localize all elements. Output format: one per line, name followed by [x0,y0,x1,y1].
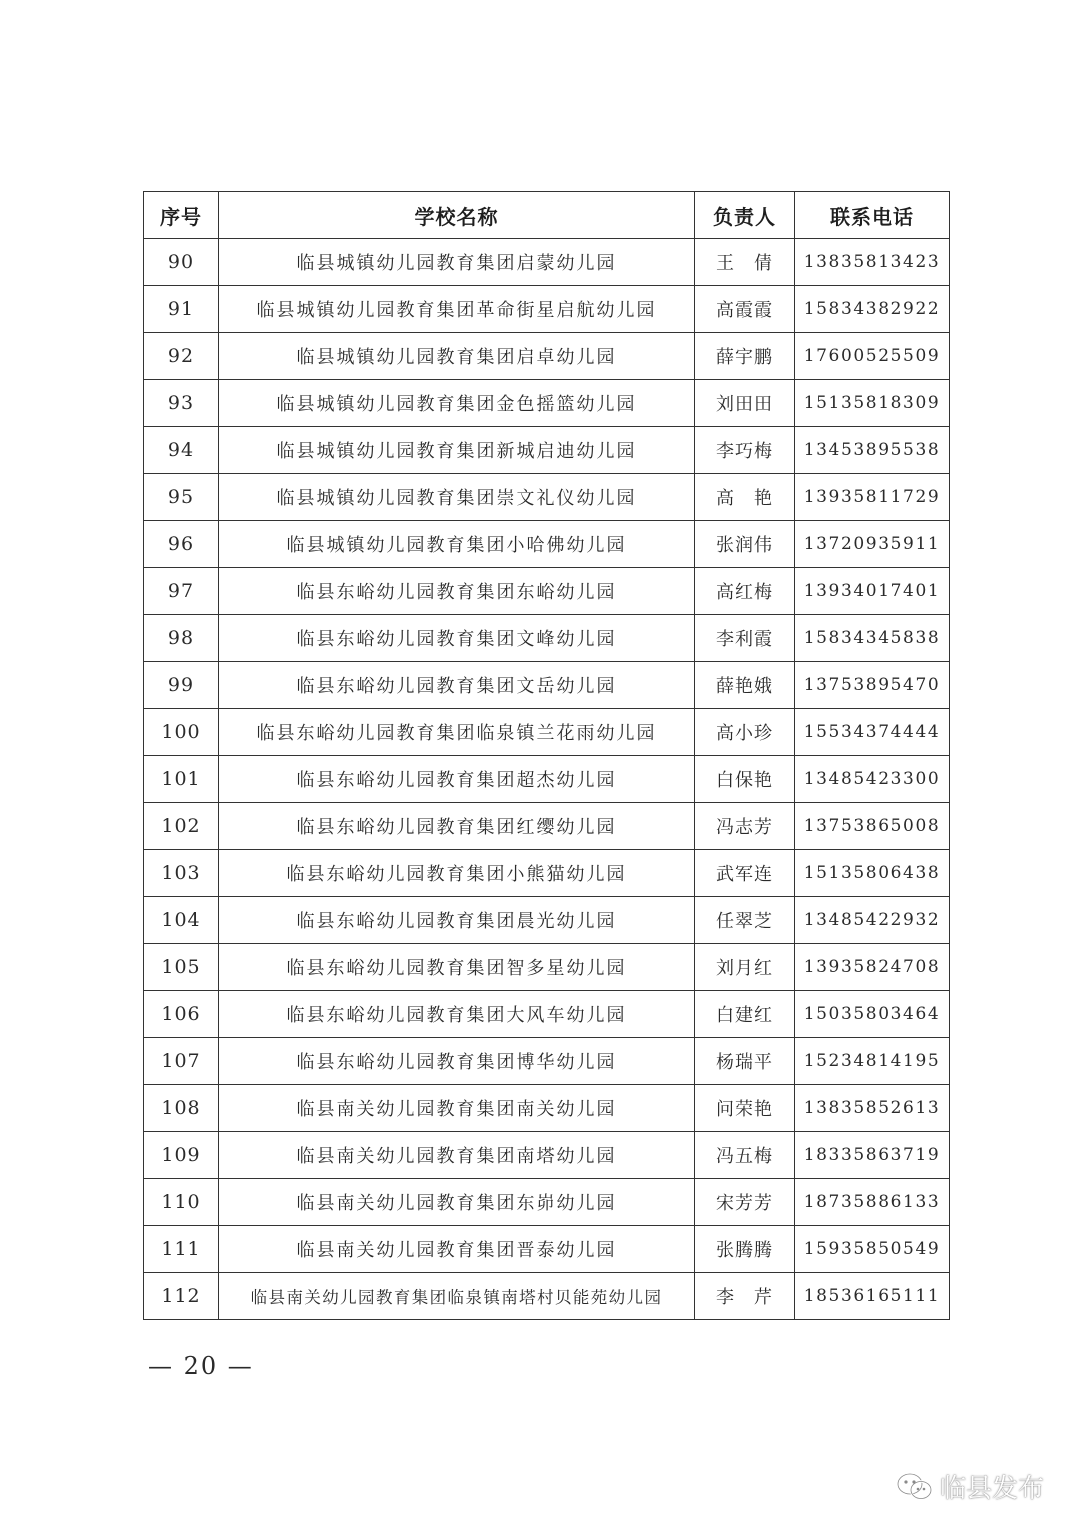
contact-phone: 15035803464 [795,991,950,1038]
table-row [144,709,950,756]
table-row [144,1226,950,1273]
school-name: 临县城镇幼儿园教育集团小哈佛幼儿园 [219,521,695,568]
table-row [144,662,950,709]
header-school-name: 学校名称 [219,192,695,239]
person-in-charge: 杨瑞平 [695,1038,795,1085]
person-in-charge: 武军连 [695,850,795,897]
contact-phone: 15135818309 [795,380,950,427]
table-row [144,756,950,803]
table-row [144,1273,950,1320]
row-number: 99 [144,662,219,709]
table-row [144,1179,950,1226]
school-name: 临县东峪幼儿园教育集团超杰幼儿园 [219,756,695,803]
person-in-charge: 李巧梅 [695,427,795,474]
person-in-charge: 薛艳娥 [695,662,795,709]
row-number: 107 [144,1038,219,1085]
contact-phone: 17600525509 [795,333,950,380]
table-row [144,1085,950,1132]
person-in-charge: 刘月红 [695,944,795,991]
person-in-charge: 白保艳 [695,756,795,803]
school-name: 临县城镇幼儿园教育集团革命街星启航幼儿园 [219,286,695,333]
row-number: 97 [144,568,219,615]
table-row [144,568,950,615]
person-in-charge: 高霞霞 [695,286,795,333]
table-row [144,427,950,474]
person-in-charge: 李 芹 [695,1273,795,1320]
school-name: 临县东峪幼儿园教育集团红缨幼儿园 [219,803,695,850]
row-number: 111 [144,1226,219,1273]
table-row [144,1038,950,1085]
contact-phone: 13453895538 [795,427,950,474]
table-row [144,1132,950,1179]
contact-phone: 15834382922 [795,286,950,333]
row-number: 104 [144,897,219,944]
school-name: 临县南关幼儿园教育集团东峁幼儿园 [219,1179,695,1226]
contact-phone: 13835852613 [795,1085,950,1132]
page-number: — 20 — [148,1352,254,1380]
row-number: 98 [144,615,219,662]
school-name: 临县东峪幼儿园教育集团文岳幼儿园 [219,662,695,709]
person-in-charge: 冯五梅 [695,1132,795,1179]
person-in-charge: 张腾腾 [695,1226,795,1273]
table-body [144,239,950,1320]
row-number: 102 [144,803,219,850]
table-row [144,239,950,286]
table-row [144,333,950,380]
watermark-text: 临县发布 [940,1474,1045,1504]
school-name: 临县南关幼儿园教育集团临泉镇南塔村贝能苑幼儿园 [219,1273,695,1320]
contact-phone: 13935824708 [795,944,950,991]
contact-phone: 13485423300 [795,756,950,803]
contact-phone: 13485422932 [795,897,950,944]
table-header-row [144,192,950,239]
school-name: 临县城镇幼儿园教育集团启蒙幼儿园 [219,239,695,286]
table-row [144,803,950,850]
school-name: 临县东峪幼儿园教育集团文峰幼儿园 [219,615,695,662]
contact-phone: 18536165111 [795,1273,950,1320]
contact-phone: 15534374444 [795,709,950,756]
row-number: 112 [144,1273,219,1320]
school-name: 临县城镇幼儿园教育集团启卓幼儿园 [219,333,695,380]
person-in-charge: 高 艳 [695,474,795,521]
contact-phone: 13935811729 [795,474,950,521]
table-row [144,991,950,1038]
row-number: 110 [144,1179,219,1226]
person-in-charge: 薛宇鹏 [695,333,795,380]
school-name: 临县东峪幼儿园教育集团智多星幼儿园 [219,944,695,991]
person-in-charge: 问荣艳 [695,1085,795,1132]
contact-phone: 13835813423 [795,239,950,286]
table-row [144,521,950,568]
watermark [896,1468,1044,1505]
row-number: 96 [144,521,219,568]
school-name: 临县城镇幼儿园教育集团新城启迪幼儿园 [219,427,695,474]
header-phone: 联系电话 [795,192,950,239]
row-number: 109 [144,1132,219,1179]
row-number: 100 [144,709,219,756]
row-number: 93 [144,380,219,427]
contact-phone: 15935850549 [795,1226,950,1273]
contact-phone: 13753865008 [795,803,950,850]
person-in-charge: 王 倩 [695,239,795,286]
table-row [144,944,950,991]
row-number: 103 [144,850,219,897]
table-row [144,615,950,662]
school-contact-table [143,191,950,1320]
school-name: 临县东峪幼儿园教育集团临泉镇兰花雨幼儿园 [219,709,695,756]
contact-phone: 15834345838 [795,615,950,662]
school-name: 临县东峪幼儿园教育集团博华幼儿园 [219,1038,695,1085]
table-row [144,897,950,944]
contact-phone: 15234814195 [795,1038,950,1085]
school-name: 临县南关幼儿园教育集团晋泰幼儿园 [219,1226,695,1273]
person-in-charge: 宋芳芳 [695,1179,795,1226]
row-number: 108 [144,1085,219,1132]
person-in-charge: 张润伟 [695,521,795,568]
contact-phone: 13720935911 [795,521,950,568]
row-number: 95 [144,474,219,521]
contact-phone: 15135806438 [795,850,950,897]
row-number: 90 [144,239,219,286]
table-row [144,286,950,333]
school-name: 临县东峪幼儿园教育集团小熊猫幼儿园 [219,850,695,897]
row-number: 106 [144,991,219,1038]
row-number: 92 [144,333,219,380]
wechat-icon [896,1472,934,1502]
table-row [144,850,950,897]
header-person: 负责人 [695,192,795,239]
school-name: 临县东峪幼儿园教育集团东峪幼儿园 [219,568,695,615]
person-in-charge: 高小珍 [695,709,795,756]
person-in-charge: 任翠芝 [695,897,795,944]
school-name: 临县城镇幼儿园教育集团崇文礼仪幼儿园 [219,474,695,521]
header-no: 序号 [144,192,219,239]
contact-phone: 18335863719 [795,1132,950,1179]
contact-phone: 13934017401 [795,568,950,615]
person-in-charge: 冯志芳 [695,803,795,850]
contact-phone: 18735886133 [795,1179,950,1226]
person-in-charge: 李利霞 [695,615,795,662]
person-in-charge: 高红梅 [695,568,795,615]
school-name: 临县东峪幼儿园教育集团大风车幼儿园 [219,991,695,1038]
person-in-charge: 白建红 [695,991,795,1038]
row-number: 94 [144,427,219,474]
person-in-charge: 刘田田 [695,380,795,427]
row-number: 91 [144,286,219,333]
school-name: 临县城镇幼儿园教育集团金色摇篮幼儿园 [219,380,695,427]
contact-phone: 13753895470 [795,662,950,709]
row-number: 105 [144,944,219,991]
table-row [144,380,950,427]
school-name: 临县南关幼儿园教育集团南塔幼儿园 [219,1132,695,1179]
row-number: 101 [144,756,219,803]
school-name: 临县东峪幼儿园教育集团晨光幼儿园 [219,897,695,944]
table-row [144,474,950,521]
school-name: 临县南关幼儿园教育集团南关幼儿园 [219,1085,695,1132]
